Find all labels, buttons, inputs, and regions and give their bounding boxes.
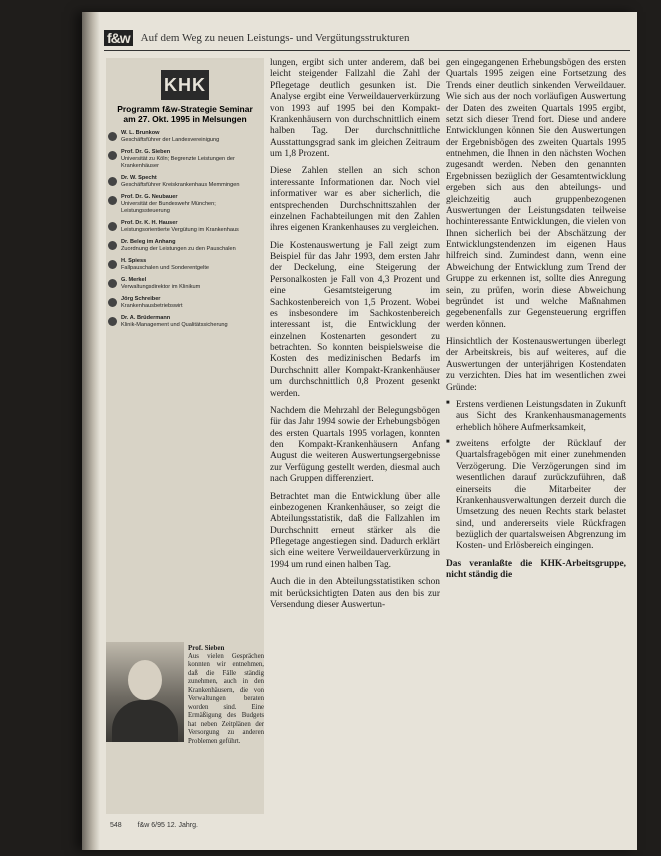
speaker-list [106,130,264,329]
caption-body: Aus vielen Gesprächen konnten wir entnehmen, daß die Fälle ständig zunehmen, auch in den Krankenhäusern, die von Verwaltungen beraten worden sind. Eine Ermäßigung des Budgets hat neben Zeitplänen der Versorgung zu anderen Problemen geführt. [188,652,264,745]
speaker-topic: Universität der Bundeswehr München; Leistungssteuerung [121,201,216,215]
speaker-name: Prof. Dr. K. H. Hauser [121,220,178,227]
speaker-text [121,149,260,170]
speaker-bullet-icon [108,317,117,326]
speaker-bullet-icon [108,132,117,141]
book-spine [82,12,100,850]
speaker-bullet-icon [108,222,117,231]
speaker-name: G. Merkel [121,277,147,284]
paragraph: lungen, ergibt sich unter anderem, daß bei leicht steigender Fallzahl die Zahl der Pflegetage deutlich gesunken ist. Die Analyse ergibt eine Verweildauerverkürzung von 1993 auf 1995 bei den Kompakt-Krankenhäusern von durchschnittlich einem halben Tag. Der durchschnittliche Ausstattungsgrad sank im gleichen Zeitraum um 1,8 Prozent. [270,58,440,159]
bullet-item: ■ zweitens erfolgte der Rücklauf der Quartalsfragebögen mit einer zunehmenden Verzögerung. Die Verzögerungen sind im wesentlichen darauf zurückzuführen, daß einerseits die Mitarbeiter der Krankenhausverwaltungen derzeit durch die Umsetzung des neuen Rechts stark belastet sind, und andererseits viele Rückfragen bezüglich der quartalsweisen Abgrenzung im Kosten- und Erlösbereich eingingen. [446,439,626,553]
speaker-topic: Leistungsorientierte Vergütung im Krankenhaus [121,227,239,234]
speaker-item [108,296,260,310]
column-right [446,58,626,838]
page-footer [110,822,410,829]
speaker-name: H. Spiess [121,258,147,265]
paragraph: Betrachtet man die Entwicklung über alle einbezogenen Krankenhäuser, so zeigt die Abteilungsstatistik, daß die Fallzahlen im Durchschnitt erneut stärker als die Pflegetage angestiegen sind. Dadurch erklärt sich eine weitere Verweildauerverkürzung in 1994 um rund einen halben Tag. [270,491,440,570]
speaker-bullet-icon [108,196,117,205]
paragraph: gen eingegangenen Erhebungsbögen des ersten Quartals 1995 zeigen eine Fortsetzung des Trends einer deutlich sinkenden Verweildauer. Wie sich aus der noch vorläufigen Auswertung der Daten des zweiten Quartals 1995 ergibt, setzt sich dieser Trend fort. Diese und andere Entwicklungen können Sie den Auswertungen der Ergebnisbögen des zweiten Quartals 1995 entnehmen, die Ihnen in den nächsten Wochen zugesandt werden. Neben den genannten Ergebnissen bezüglich der Gesamtentwicklung ergeben sich aus den abteilungs- und gleichzeitig auch gruppenbezogenen Auswertungen der Leistungsdaten teilweise hochinteressante Entwicklungen, die vielen von Ihnen sicherlich bei der Abschätzung der Entwicklungstendenzen im eigenen Haus hilfreich sind. Zumindest dann, wenn eine Abweichung der Entwicklung zum Trend der Gruppe zu erkennen ist, sollte dies Anregung sein, zu prüfen, worin diese Abweichung begründet ist und welche Maßnahmen gegebenenfalls zur Gegensteuerung ergriffen werden können. [446,58,626,330]
speaker-topic: Fallpauschalen und Sonderentgelte [121,265,210,272]
page-number: 548 [110,822,122,829]
speaker-bullet-icon [108,298,117,307]
speaker-text [121,130,219,144]
bullet-list [446,400,626,553]
speaker-bullet-icon [108,151,117,160]
speaker-topic: Geschäftsführer Kreiskrankenhaus Memmingen [121,182,240,189]
speaker-text [121,239,236,253]
speaker-item [108,239,260,253]
publication-info: f&w 6/95 12. Jahrg. [137,822,198,829]
speaker-item [108,220,260,234]
running-header [104,26,630,51]
paragraph: Auch die in den Abteilungsstatistiken schon mit berücksichtigten Daten aus den bis zur Versendung dieser Auswertun- [270,577,440,610]
bullet-item: ■ Erstens verdienen Leistungsdaten in Zukunft aus Sicht des Krankenhausmanagements erheblich höhere Aufmerksamkeit, [446,400,626,434]
speaker-text [121,315,228,329]
page [82,12,637,850]
paragraph: Nachdem die Mehrzahl der Belegungsbögen für das Jahr 1994 sowie der Erhebungsbögen des ersten Quartals 1995 vorlagen, konnten den Kompakt-Krankenhäusern Anfang August die weiteren Auswertungsergebnisse zur Verfügung gestellt werden, diesmal auch nach Gruppen differenziert. [270,405,440,485]
speaker-item [108,258,260,272]
speaker-bullet-icon [108,177,117,186]
speaker-bullet-icon [108,241,117,250]
speaker-item [108,315,260,329]
speaker-text [121,194,260,215]
header-title: Auf dem Weg zu neuen Leistungs- und Vergütungsstrukturen [140,32,410,44]
speaker-name: Dr. A. Brüdermann [121,315,171,322]
speaker-text [121,175,239,189]
speaker-topic: Zuordnung der Leistungen zu den Pauschalen [121,246,236,253]
closing-bold-line: Das veranlaßte die KHK-Arbeitsgruppe, nicht ständig die [446,558,626,581]
program-title: Programm f&w-Strategie Seminar am 27. Okt. 1995 in Melsungen [117,104,253,125]
speaker-bullet-icon [108,260,117,269]
speaker-text [121,296,183,310]
speaker-name: Dr. W. Specht [121,175,157,182]
speaker-name: Prof. Dr. G. Neubauer [121,194,178,201]
speaker-text [121,220,239,234]
caption-name: Prof. Sieben [188,644,225,652]
speaker-topic: Krankenhausbetriebswirt [121,303,183,310]
speaker-topic: Klinik-Management und Qualitätssicherung [121,322,228,329]
paragraph: Die Kostenauswertung je Fall zeigt zum Beispiel für das Jahr 1993, dem ersten Jahr der Deckelung, eine Steigerung der Personalkosten je Fall von 4,3 Prozent und eine Gesamtsteigerung im Sachkostenbereich von 1,5 Prozent. Wobei es insbesondere im Sachkostenbereich interessant ist, die Entwicklung der einzelnen Kostenarten gesondert zu betrachten. So konnten beispielsweise die Kosten des medizinischen Bedarfs im Durchschnitt aller Kompakt-Krankenhäuser um durchschnittlich 0,8 Prozent gesenkt werden. [270,240,440,399]
speaker-name: W. L. Brunkow [121,130,160,137]
speaker-topic: Verwaltungsdirektor im Klinikum [121,284,201,291]
speaker-item [108,194,260,215]
paragraph: Hinsichtlich der Kostenauswertungen überlegt der Arbeitskreis, bis auf weiteres, auf die Auswertungen der unterjährigen Kostendaten zu verzichten. Dies hat im wesentlichen zwei Gründe: [446,337,626,393]
column-middle [270,58,440,838]
photo-caption [106,644,264,814]
publication-logo: f&w [104,30,133,46]
speaker-topic: Universität zu Köln; Begrenzte Leistungen der Krankenhäuser [121,156,235,170]
paragraph: Diese Zahlen stellen an sich schon interessante Informationen dar. Noch viel informativer war es aber sicherlich, die entsprechenden Durchschnittszahlen der einzelnen Fachabteilungen mit den Zahlen ihres eigenen Krankenhauses zu vergleichen. [270,166,440,234]
speaker-text [121,277,200,291]
speaker-item [108,130,260,144]
speaker-name: Jörg Schreiber [121,296,161,303]
speaker-text [121,258,209,272]
speaker-topic: Geschäftsführer der Landesvereinigung [121,137,220,144]
khk-logo: KHK [161,70,209,100]
speaker-name: Dr. Beleg im Anhang [121,239,176,246]
speaker-name: Prof. Dr. G. Sieben [121,149,171,156]
speaker-item [108,175,260,189]
speaker-item [108,277,260,291]
speaker-item [108,149,260,170]
speaker-bullet-icon [108,279,117,288]
